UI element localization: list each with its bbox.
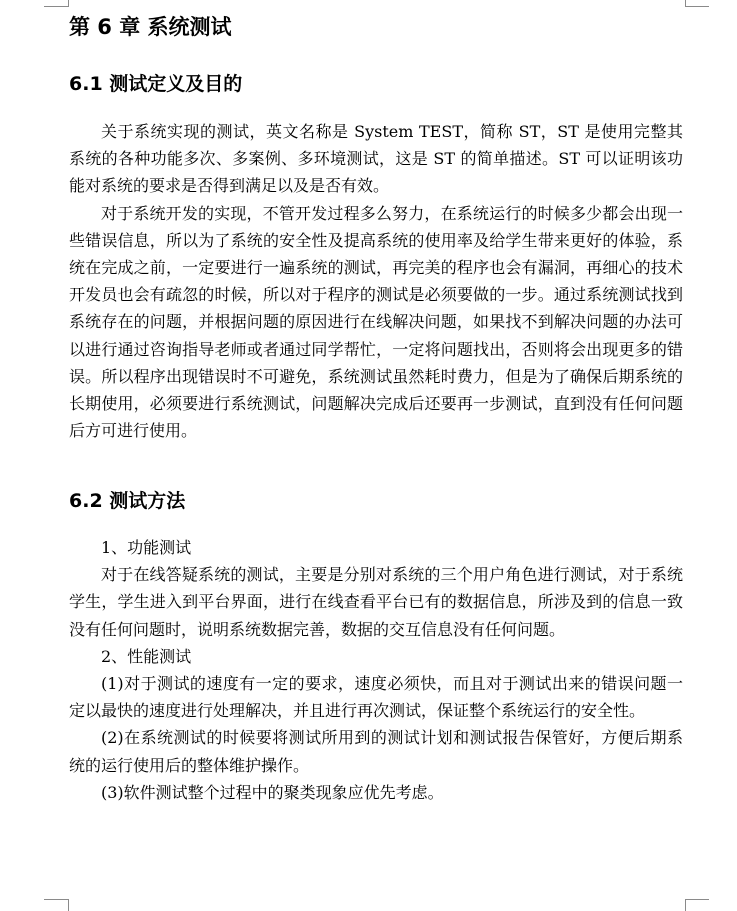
list-item: (1)对于测试的速度有一定的要求，速度必须快，而且对于测试出来的错误问题一定以最快的速度进行处理解决，并且进行再次测试，保证整个系统运行的安全性。 <box>69 674 683 721</box>
crop-mark-bottom-right-h <box>685 899 709 900</box>
paragraph: 关于系统实现的测试，英文名称是 System TEST，简称 ST，ST 是使用完整其系统的各种功能多次、多案例、多环境测试，这是 ST 的简单描述。ST 可以证明该功能对系统的要求是否得到满足以及是否有效。 <box>69 122 683 196</box>
paragraph: 对于在线答疑系统的测试，主要是分别对系统的三个用户角色进行测试，对于系统学生，学生进入到平台界面，进行在线查看平台已有的数据信息，所涉及到的信息一致没有任何问题时，说明系统数据完善，数据的交互信息没有任何问题。 <box>69 565 683 639</box>
crop-mark-bottom-left-h <box>44 899 68 900</box>
crop-mark-top-left-v <box>68 0 69 7</box>
paragraph: 对于系统开发的实现，不管开发过程多么努力，在系统运行的时候多少都会出现一些错误信息，所以为了系统的安全性及提高系统的使用率及给学生带来更好的体验，系统在完成之前，一定要进行一遍系统的测试，再完美的程序也会有漏洞，再细心的技术开发员也会有疏忽的时候，所以对于程序的测试是必须要做的一步。通过系统测试找到系统存在的问题，并根据问题的原因进行在线解决问题，如果找不到解决问题的办法可以进行通过咨询指导老师或者通过同学帮忙，一定将问题找出，否则将会出现更多的错误。所以程序出现错误时不可避免，系统测试虽然耗时费力，但是为了确保后期系统的长期使用，必须要进行系统测试，问题解决完成后还要再一步测试，直到没有任何问题后方可进行使用。 <box>69 203 683 441</box>
subheading-functional-test: 1、功能测试 <box>101 538 192 557</box>
section-body-6-2 <box>69 534 683 806</box>
crop-mark-top-right-h <box>685 6 709 7</box>
section-heading-6-1: 6.1 测试定义及目的 <box>69 73 243 95</box>
section-body-6-1 <box>69 118 683 444</box>
crop-mark-bottom-left-v <box>68 899 69 911</box>
chapter-title: 第 6 章 系统测试 <box>69 15 232 39</box>
subheading-performance-test: 2、性能测试 <box>101 646 192 666</box>
list-item: (2)在系统测试的时候要将测试所用到的测试计划和测试报告保管好，方便后期系统的运行使用后的整体维护操作。 <box>69 728 683 775</box>
crop-mark-top-right-v <box>685 0 686 7</box>
list-item: (3)软件测试整个过程中的聚类现象应优先考虑。 <box>101 782 444 802</box>
section-heading-6-2: 6.2 测试方法 <box>69 490 186 512</box>
crop-mark-top-left-h <box>44 6 68 7</box>
crop-mark-bottom-right-v <box>685 899 686 911</box>
